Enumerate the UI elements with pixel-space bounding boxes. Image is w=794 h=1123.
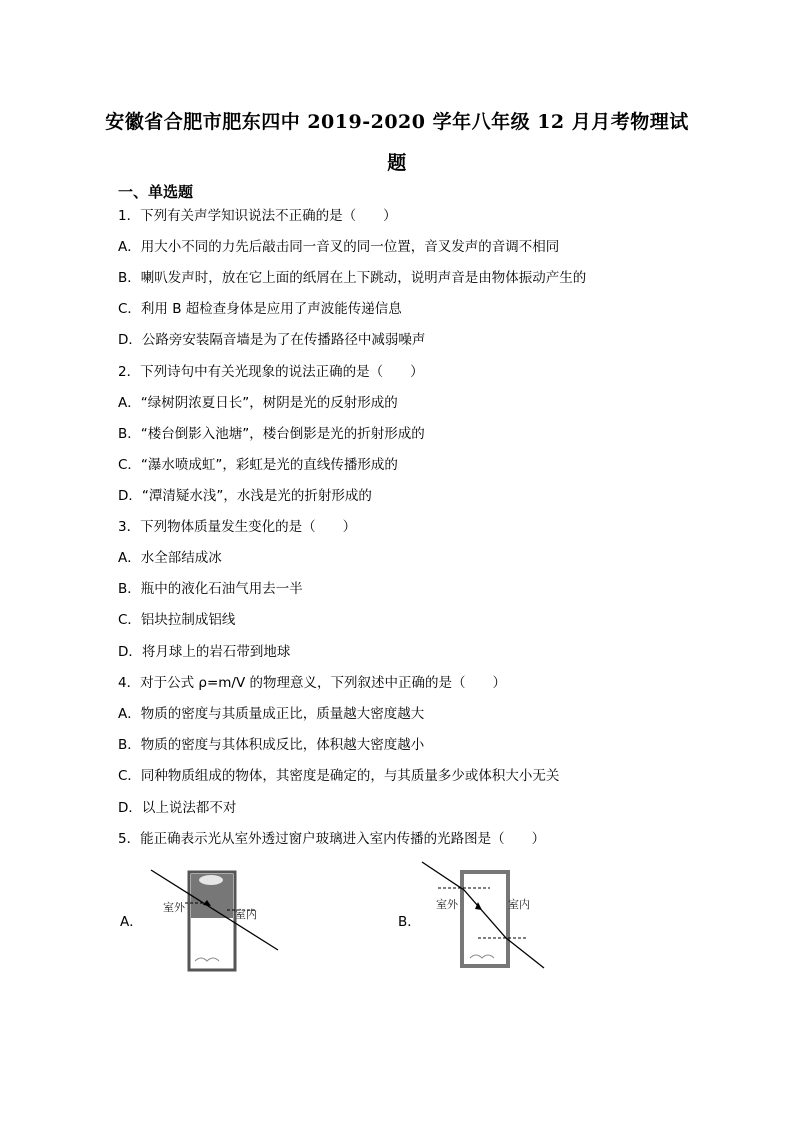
label-inside: 室内 [508,898,530,911]
question-3-option-c: C．铝块拉制成铝线 [118,612,236,628]
figure-b-diagram [418,858,558,978]
figure-a-label: A． [120,914,143,930]
section-heading: 一、单选题 [118,183,194,201]
question-1-option-c: C．利用 B 超检查身体是应用了声波能传递信息 [118,301,402,317]
figure-a-diagram [145,858,295,978]
question-2-option-d: D．“潭清疑水浅”，水浅是光的折射形成的 [118,488,372,504]
label-inside: 室内 [235,908,257,921]
question-1-option-d: D．公路旁安装隔音墙是为了在传播路径中减弱噪声 [118,332,426,348]
question-1-option-b: B．喇叭发声时，放在它上面的纸屑在上下跳动，说明声音是由物体振动产生的 [118,270,587,286]
question-3-option-a: A．水全部结成冰 [118,550,222,566]
question-5-stem: 5．能正确表示光从室外透过窗户玻璃进入室内传播的光路图是（ ） [118,831,546,847]
question-4-option-a: A．物质的密度与其质量成正比，质量越大密度越大 [118,706,425,722]
question-3-option-b: B．瓶中的液化石油气用去一半 [118,581,303,597]
question-4-option-c: C．同种物质组成的物体，其密度是确定的，与其质量多少或体积大小无关 [118,768,560,784]
question-2-option-a: A．“绿树阴浓夏日长”，树阴是光的反射形成的 [118,395,398,411]
question-2-option-b: B．“楼台倒影入池塘”，楼台倒影是光的折射形成的 [118,426,425,442]
question-1-stem: 1．下列有关声学知识说法不正确的是（ ） [118,208,397,224]
question-5-figures [0,858,794,988]
question-3-option-d: D．将月球上的岩石带到地球 [118,644,291,660]
label-outside: 室外 [163,901,185,914]
question-2-stem: 2．下列诗句中有关光现象的说法正确的是（ ） [118,364,424,380]
figure-b-label: B． [398,914,421,930]
glass-pane [462,872,508,966]
label-outside: 室外 [436,898,458,911]
glass-highlight [199,875,223,885]
question-4-stem: 4．对于公式 ρ=m/V 的物理意义，下列叙述中正确的是（ ） [118,675,506,691]
question-2-option-c: C．“瀑水喷成虹”，彩虹是光的直线传播形成的 [118,457,398,473]
page-title-line-2: 题 [387,152,407,174]
question-3-stem: 3．下列物体质量发生变化的是（ ） [118,519,357,535]
question-4-option-d: D．以上说法都不对 [118,800,237,816]
question-4-option-b: B．物质的密度与其体积成反比，体积越大密度越小 [118,737,425,753]
page-title-line-1: 安徽省合肥市肥东四中 2019-2020 学年八年级 12 月月考物理试 [105,111,689,133]
question-1-option-a: A．用大小不同的力先后敲击同一音叉的同一位置，音叉发声的音调不相同 [118,239,560,255]
